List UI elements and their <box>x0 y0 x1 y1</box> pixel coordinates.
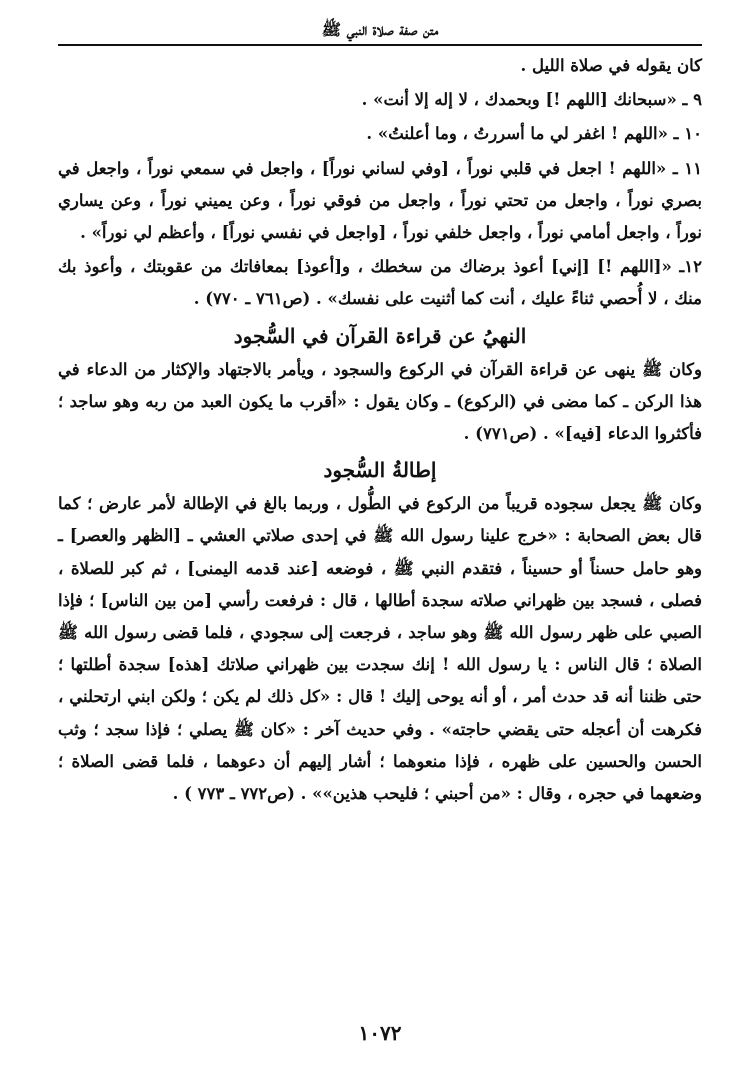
section-heading-prohibition: النهيُ عن قراءة القرآن في السُّجود <box>233 323 527 348</box>
dua-10: ١٠ ـ «اللهم ! اغفر لي ما أسررتُ ، وما أعلنتُ» . <box>366 124 702 144</box>
running-header: متن صفة صلاة النبي ﷺ <box>58 18 702 46</box>
section-body-lengthening: وكان ﷺ يجعل سجوده قريباً من الركوع في الطُّول ، وربما بالغ في الإطالة لأمر عارض ؛ كما قال بعض الصحابة : «خرج علينا رسول الله ﷺ في إحدى صلاتي العشي ـ [الظهر والعصر] ـ وهو حامل حسناً أو حسيناً ، فتقدم النبي ﷺ ، فوضعه [عند قدمه اليمنى] ، ثم كبر للصلاة ، فصلى ، فسجد بين ظهراني صلاته سجدة أطالها ، قال : فرفعت رأسي [من بين الناس] ؛ فإذا الصبي على ظهر رسول الله ﷺ وهو ساجد ، فرجعت إلى سجودي ، فلما قضى رسول الله ﷺ الصلاة ؛ قال الناس : يا رسول الله ! إنك سجدت بين ظهراني صلاتك [هذه] سجدة أطلتها ؛ حتى ظننا أنه قد حدث أمر ، أو أنه يوحى إليك ! قال : «كل ذلك لم يكن ؛ ولكن ابني ارتحلني ، فكرهت أن أعجله حتى يقضي حاجته» . وفي حديث آخر : «كان ﷺ يصلي ؛ فإذا سجد ؛ وثب الحسن والحسين على ظهره ، فإذا منعوهما ؛ أشار إليهم أن دعوهما ، فلما قضى الصلاة ؛ وضعهما في حجره ، وقال : «من أحبني ؛ فليحب هذين»» . (ص٧٧٢ ـ ٧٧٣ ) . <box>58 494 702 804</box>
dua-11: ١١ ـ «اللهم ! اجعل في قلبي نوراً ، [وفي لساني نوراً] ، واجعل في سمعي نوراً ، واجعل في بصري نوراً ، واجعل من تحتي نوراً ، واجعل من فوقي نوراً ، وعن يميني نوراً ، وعن يساري نوراً ، واجعل أمامي نوراً ، واجعل خلفي نوراً ، [واجعل في نفسي نوراً] ، وأعظم لي نوراً» . <box>58 158 702 243</box>
page-number: ١٠٧٢ <box>358 1021 402 1045</box>
dua-12: ١٢ـ «[اللهم !] [إني] أعوذ برضاك من سخطك ، و[أعوذ] بمعافاتك من عقوبتك ، وأعوذ بك منك ، لا أُحصي ثناءً عليك ، أنت كما أثنيت على نفسك» . (ص٧٦١ ـ ٧٧٠) . <box>58 257 702 309</box>
dua-9: ٩ ـ «سبحانك [اللهم !] وبحمدك ، لا إله إلا أنت» . <box>361 90 702 110</box>
book-page <box>58 18 702 1077</box>
paragraph-intro: كان يقوله في صلاة الليل . <box>520 56 702 75</box>
section-heading-lengthening: إطالةُ السُّجود <box>323 458 437 483</box>
section-body-prohibition: وكان ﷺ ينهى عن قراءة القرآن في الركوع والسجود ، ويأمر بالاجتهاد والإكثار من الدعاء في هذا الركن ـ كما مضى في (الركوع) ـ وكان يقول : «أقرب ما يكون العبد من ربه وهو ساجد ؛ فأكثروا الدعاء [فيه]» . (ص٧٧١) . <box>58 359 702 444</box>
